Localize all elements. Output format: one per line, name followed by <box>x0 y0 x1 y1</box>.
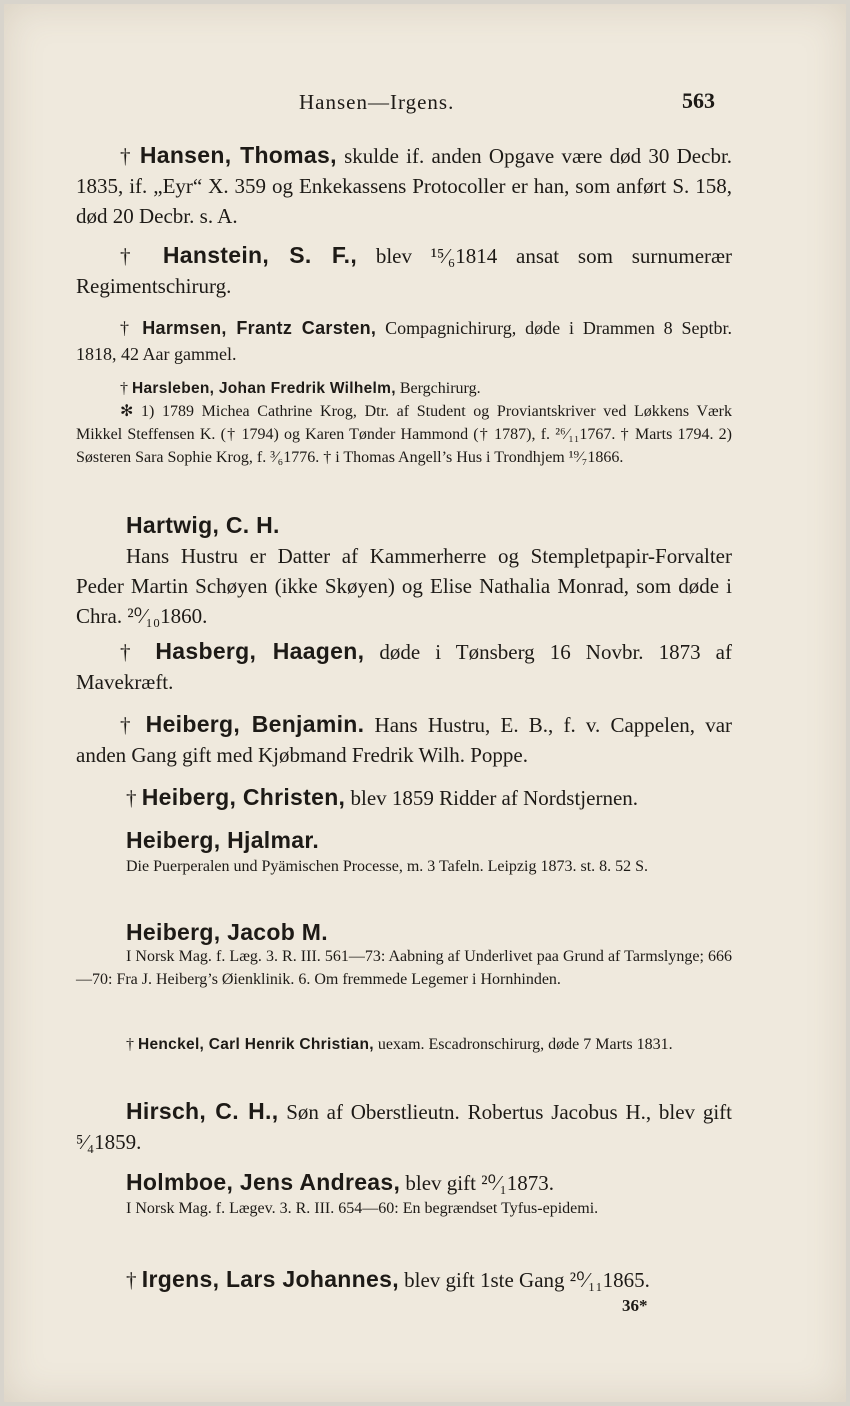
death-mark: † <box>120 713 136 737</box>
entry-text: Søn af Oberstlieutn. Robertus Jacobus H., blev gift ⁵⁄₄1859. <box>76 1100 732 1154</box>
entry-subtext: I Norsk Mag. f. Lægev. 3. R. III. 654—60: En begrændset Tyfus-epidemi. <box>126 1200 599 1217</box>
entry-hasberg <box>76 636 732 697</box>
entry-text: døde i Tønsberg 16 Novbr. 1873 af Mavekræft. <box>76 640 732 694</box>
entry-text: Die Puerperalen und Pyämischen Processe, m. 3 Tafeln. Leipzig 1873. st. 8. 52 S. <box>126 858 649 875</box>
entry-name: Holmboe, Jens Andreas, <box>126 1169 401 1195</box>
death-mark: † <box>126 1268 137 1292</box>
entry-text: Compagnichirurg, døde i Drammen 8 Septbr. 1818, 42 Aar gammel. <box>76 318 733 364</box>
entry-heiberg-jacob <box>76 917 732 948</box>
entry-text: blev gift ²⁰⁄₁1873. <box>405 1171 555 1195</box>
entry-name: Heiberg, Benjamin. <box>145 711 365 737</box>
death-mark: † <box>120 380 128 397</box>
entry-heiberg-benjamin <box>76 709 732 770</box>
death-mark: † <box>120 244 145 268</box>
entry-hanstein <box>76 240 732 301</box>
book-page <box>4 4 846 1402</box>
entry-name: Harsleben, Johan Fredrik Wilhelm, <box>132 380 396 397</box>
entry-name: Hirsch, C. H., <box>126 1098 279 1124</box>
death-mark: † <box>120 318 134 338</box>
entry-name: Hasberg, Haagen, <box>155 638 365 664</box>
entry-text: I Norsk Mag. f. Læg. 3. R. III. 561—73: Aabning af Underlivet paa Grund af Tarmslynge; 666—70: Fra J. Heiberg’s Øienklinik. 6. Om fremmede Legemer i Hornhinden. <box>76 948 732 988</box>
entry-text: blev gift 1ste Gang ²⁰⁄₁₁1865. <box>404 1268 650 1292</box>
entry-text: skulde if. anden Opgave være død 30 Decbr. 1835, if. „Eyr“ X. 359 og Enkekassens Protocoller er han, som anført S. 158, død 20 Decbr. s. A. <box>76 144 733 228</box>
entry-name: Hansen, Thomas, <box>139 142 337 168</box>
death-mark: † <box>120 144 133 168</box>
death-mark: † <box>126 1036 134 1053</box>
entry-heiberg-hjalmar <box>76 825 732 856</box>
running-header: Hansen—Irgens. <box>299 90 455 114</box>
entry-hansen-thomas <box>76 140 732 231</box>
entry-harmsen <box>76 315 732 367</box>
entry-text: blev ¹⁵⁄₆1814 ansat som surnumerær Regimentschirurg. <box>76 244 733 298</box>
entry-harsleben <box>76 377 732 469</box>
entry-heiberg-hjalmar-text <box>76 855 732 878</box>
entry-hartwig <box>76 510 732 631</box>
entry-text: uexam. Escadronschirurg, døde 7 Marts 1831. <box>377 1036 673 1053</box>
entry-name: Hartwig, C. H. <box>126 512 280 538</box>
death-mark: † <box>120 640 141 664</box>
entry-name: Harmsen, Frantz Carsten, <box>142 318 377 338</box>
entry-holmboe <box>76 1167 732 1198</box>
entry-name: Hanstein, S. F., <box>162 242 358 268</box>
signature-mark: 36* <box>622 1296 648 1315</box>
entry-subtext: ✻ 1) 1789 Michea Cathrine Krog, Dtr. af Student og Proviantskriver ved Løkkens Værk Mikkel Steffensen K. († 1794) og Karen Tønder Hammond († 1787), f. ²⁶⁄₁₁1767. † Marts 1794. 2) Søsteren Sara Sophie Krog, f. ³⁄₆1776. † i Thomas Angell’s Hus i Trondhjem ¹⁹⁄₇1866. <box>76 403 732 466</box>
entry-name: Henckel, Carl Henrik Christian, <box>138 1036 374 1053</box>
entry-text: Hans Hustru, E. B., f. v. Cappelen, var anden Gang gift med Kjøbmand Fredrik Wilh. Poppe. <box>76 713 733 767</box>
page-number: 563 <box>682 88 715 113</box>
entry-irgens <box>76 1264 732 1295</box>
entry-name: Heiberg, Jacob M. <box>126 919 328 945</box>
entry-text: Bergchirurg. <box>399 380 481 397</box>
entry-name: Heiberg, Christen, <box>141 784 346 810</box>
entry-heiberg-christen <box>76 782 732 813</box>
entry-text: blev 1859 Ridder af Nordstjernen. <box>350 786 639 810</box>
entry-heiberg-jacob-text <box>76 945 732 991</box>
entry-henckel <box>76 1033 732 1056</box>
entry-text: Hans Hustru er Datter af Kammerherre og Stempletpapir-Forvalter Peder Martin Schøyen (ikke Skøyen) og Elise Nathalia Monrad, som døde i Chra. ²⁰⁄₁₀1860. <box>76 544 732 628</box>
death-mark: † <box>126 786 137 810</box>
entry-name: Heiberg, Hjalmar. <box>126 827 320 853</box>
entry-holmboe-sub <box>76 1197 732 1220</box>
entry-name: Irgens, Lars Johannes, <box>141 1266 399 1292</box>
entry-hirsch <box>76 1096 732 1157</box>
